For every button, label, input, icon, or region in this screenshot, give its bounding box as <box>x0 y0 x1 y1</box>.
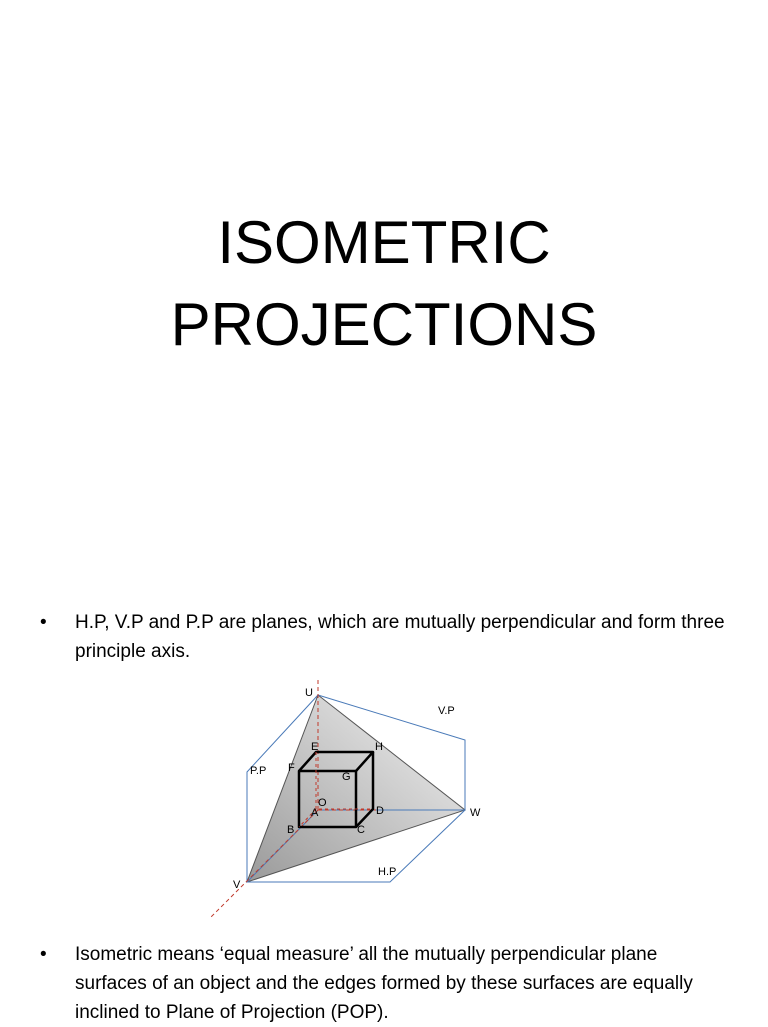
label-o: O <box>318 797 327 809</box>
bullet-dot: • <box>40 944 47 965</box>
title-line-1: ISOMETRIC <box>217 209 551 277</box>
label-w: W <box>470 807 481 819</box>
label-g: G <box>342 771 351 783</box>
label-h: H <box>375 741 383 753</box>
slide-title <box>0 202 768 366</box>
label-a: A <box>311 807 319 819</box>
label-hp: H.P <box>378 866 397 878</box>
title-line-2: PROJECTIONS <box>170 291 598 359</box>
label-u: U <box>305 687 313 699</box>
bullet-item-planes <box>40 608 730 666</box>
label-vp: V.P <box>438 705 455 717</box>
label-e: E <box>311 741 319 753</box>
label-b: B <box>287 824 295 836</box>
bullet-text: H.P, V.P and P.P are planes, which are mutually perpendicular and form three principle axis. <box>75 612 725 662</box>
label-c: C <box>357 824 365 836</box>
bullet-dot: • <box>40 612 47 633</box>
label-pp: P.P <box>250 765 267 777</box>
label-f: F <box>288 762 295 774</box>
label-v: V <box>233 879 241 891</box>
label-d: D <box>376 805 384 817</box>
bullet-text: Isometric means ‘equal measure’ all the mutually perpendicular plane surfaces of an object and the edges formed by these surfaces are equally inclined to Plane of Projection (POP). <box>75 944 693 1023</box>
isometric-projection-diagram <box>200 680 500 925</box>
bullet-item-isometric-definition <box>40 940 730 1027</box>
